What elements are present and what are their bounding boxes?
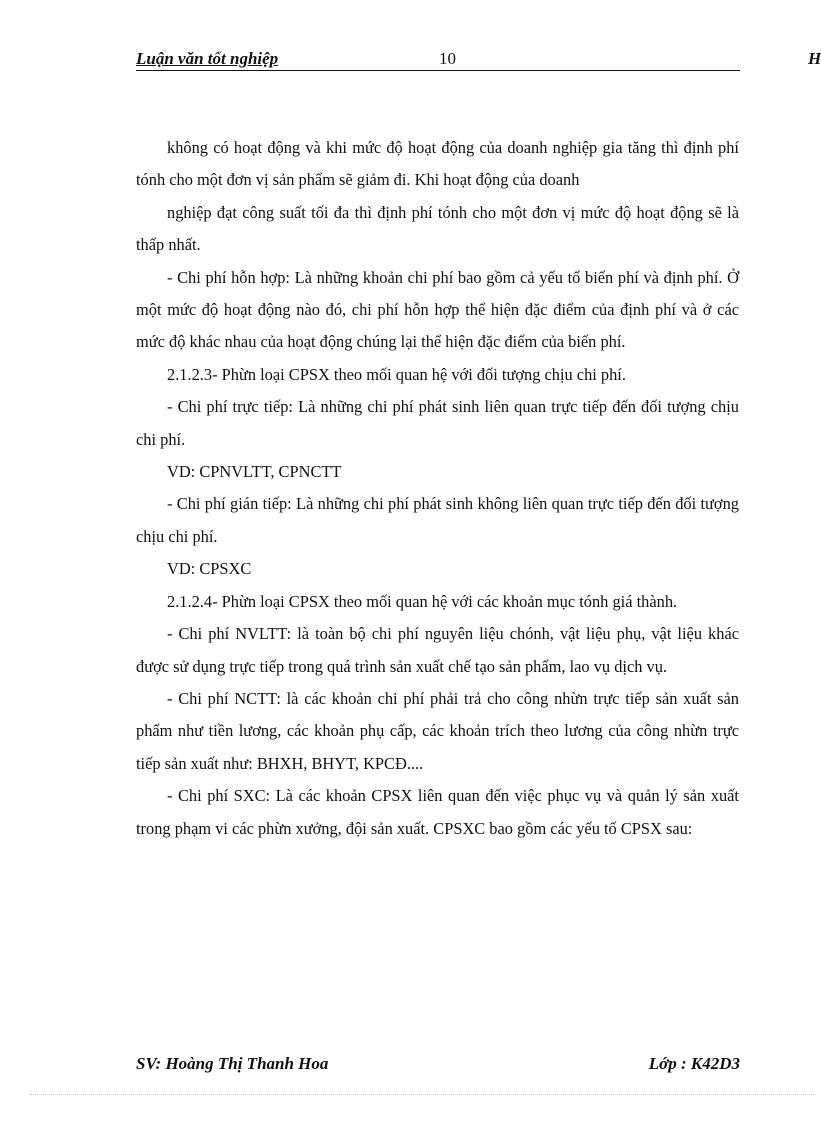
paragraph-2: nghiệp đạt công suất tối đa thì định phí tónh cho một đơn vị mức độ hoạt động sẽ là thấp nhất. xyxy=(136,202,739,255)
paragraph-5: - Chi phí trực tiếp: Là những chi phí phát sinh liên quan trực tiếp đến đối tượng chịu chi phí. xyxy=(136,397,739,449)
paragraph-8: VD: CPSXC xyxy=(167,559,252,579)
page-number: 10 xyxy=(439,49,456,68)
paragraph-12: - Chi phí SXC: Là các khoản CPSX liên quan đến việc phục vụ và quản lý sản xuất trong phạm vi các phừn xưởng, đội sản xuất. CPSXC bao gồm các yếu tố CPSX sau: xyxy=(136,786,739,838)
paragraph-7: - Chi phí gián tiếp: Là những chi phí phát sinh không liên quan trực tiếp đến đối tượng chịu chi phí. xyxy=(136,494,739,546)
student-name: SV: Hoàng Thị Thanh Hoa xyxy=(136,1054,329,1073)
paragraph-11: - Chi phí NCTT: là các khoản chi phí phải trả cho công nhừn trực tiếp sản xuất sản phẩm như tiền lương, các khoản phụ cấp, các khoản trích theo lương của công nhừn trực tiếp sản xuất như: BHXH, BHYT, KPCĐ.... xyxy=(136,688,739,773)
paragraph-10: - Chi phí NVLTT: là toàn bộ chi phí nguyên liệu chónh, vật liệu phụ, vật liệu khác được sử dụng trực tiếp trong quá trình sản xuất chế tạo sản phẩm, lao vụ dịch vụ. xyxy=(136,624,739,676)
paragraph-9: 2.1.2.4- Phừn loại CPSX theo mối quan hệ với các khoản mục tónh giá thành. xyxy=(167,591,678,611)
page-bottom-divider xyxy=(30,1094,816,1095)
page-footer xyxy=(136,1054,740,1078)
paragraph-3: - Chi phí hỗn hợp: Là những khoản chi phí bao gồm cả yếu tố biến phí và định phí. Ở một mức độ hoạt động nào đó, chi phí hỗn hợp thể hiện đặc điểm của định phí và ở các mức độ khác nhau của hoạt động chúng lại thể hiện đặc điểm của biến phí. xyxy=(136,267,739,352)
page-header xyxy=(136,48,740,71)
paragraph-4: 2.1.2.3- Phừn loại CPSX theo mối quan hệ với đối tượng chịu chi phí. xyxy=(167,364,626,384)
header-cut-text: H xyxy=(808,49,821,68)
paragraph-6: VD: CPNVLTT, CPNCTT xyxy=(167,462,342,482)
paragraph-1: không có hoạt động và khi mức độ hoạt động của doanh nghiệp gia tăng thì định phí tónh cho một đơn vị sản phẩm sẽ giảm đi. Khi hoạt động của doanh xyxy=(136,138,739,190)
class-code: Lớp : K42D3 xyxy=(648,1054,740,1073)
header-title: Luận văn tốt nghiệp xyxy=(136,49,279,68)
body-text xyxy=(136,132,739,845)
